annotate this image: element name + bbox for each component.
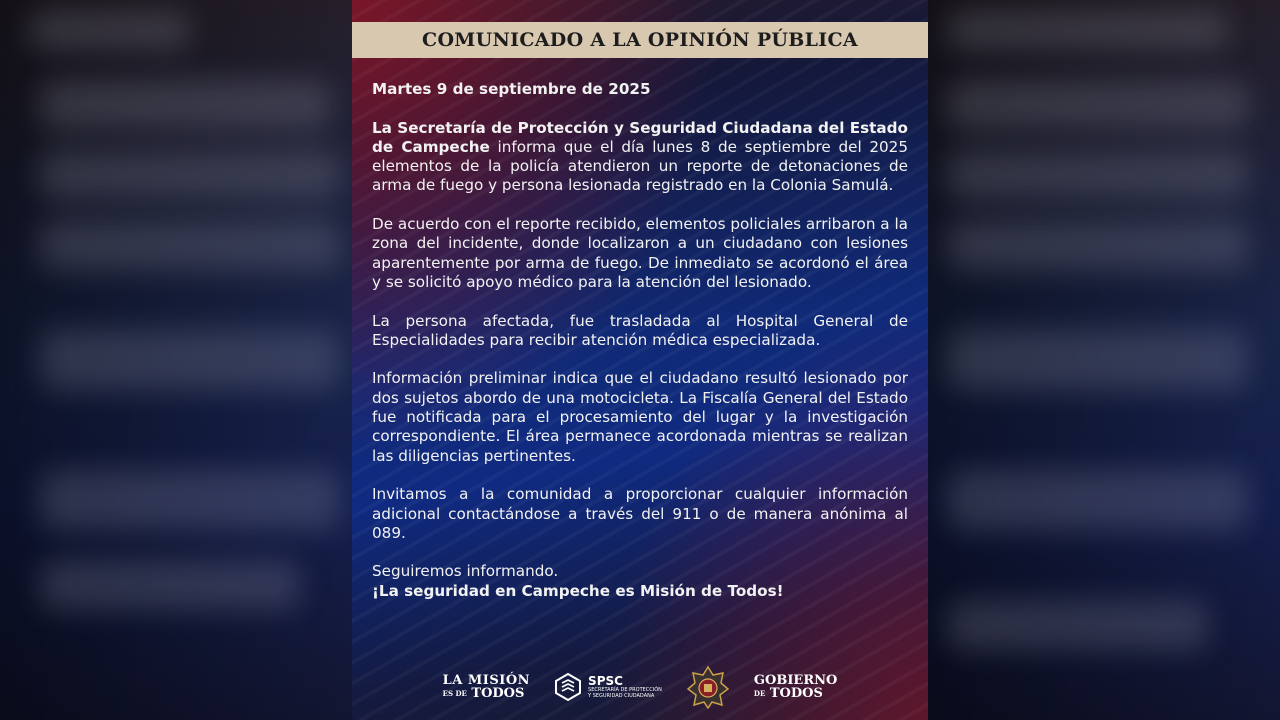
paragraph-1-text: informa que el día lunes 8 de septiembre del 2025 elementos de la policía atendieron un reporte de detonaciones de arma de fuego y persona lesionada registrado en la Colonia Samulá. (372, 137, 909, 195)
blurred-background-right (928, 0, 1280, 720)
document-body (372, 80, 908, 601)
document-date: Martes 9 de septiembre de 2025 (372, 80, 651, 98)
slogan-text: ¡La seguridad en Campeche es Misión de Todos! (372, 581, 784, 600)
paragraph-1 (372, 119, 908, 196)
footer-logos (352, 662, 928, 712)
document-title: COMUNICADO A LA OPINIÓN PÚBLICA (422, 29, 858, 51)
paragraph-4: Información preliminar indica que el ciudadano resultó lesionado por dos sujetos abordo de una motocicleta. La Fiscalía General del Estado fue notificada para el procesamiento del lugar y la investigación correspondiente. El área permanece acordonada mientras se realizan las diligencias pertinentes. (372, 369, 908, 465)
spsc-logo: SPSC SECRETARÍA DE PROTECCIÓN Y SEGURIDAD CIUDADANA (554, 673, 662, 701)
press-release-card (352, 0, 928, 720)
spsc-emblem-icon (554, 673, 582, 701)
paragraph-5: Invitamos a la comunidad a proporcionar cualquier información adicional contactándose a través del 911 o de manera anónima al 089. (372, 485, 908, 542)
slogan (372, 582, 908, 601)
state-emblem-icon (686, 665, 730, 709)
blurred-background-left (0, 0, 352, 720)
title-bar (352, 22, 928, 58)
closing-text: Seguiremos informando. (372, 562, 559, 581)
gobierno-de-todos-logo: GOBIERNO DE TODOS (753, 673, 838, 701)
la-mision-es-de-todos-logo: LA MISIÓN ES DE TODOS (442, 673, 531, 701)
paragraph-3: La persona afectada, fue trasladada al Hospital General de Especialidades para recibir atención médica especializada. (372, 311, 908, 349)
paragraph-2: De acuerdo con el reporte recibido, elementos policiales arribaron a la zona del incidente, donde localizaron a un ciudadano con lesiones aparentemente por arma de fuego. De inmediato se acordonó el área y se solicitó apoyo médico para la atención del lesionado. (372, 215, 908, 291)
paragraph-1-agency: La Secretaría de Protección y Seguridad Ciudadana del Estado de Campeche (372, 118, 908, 156)
